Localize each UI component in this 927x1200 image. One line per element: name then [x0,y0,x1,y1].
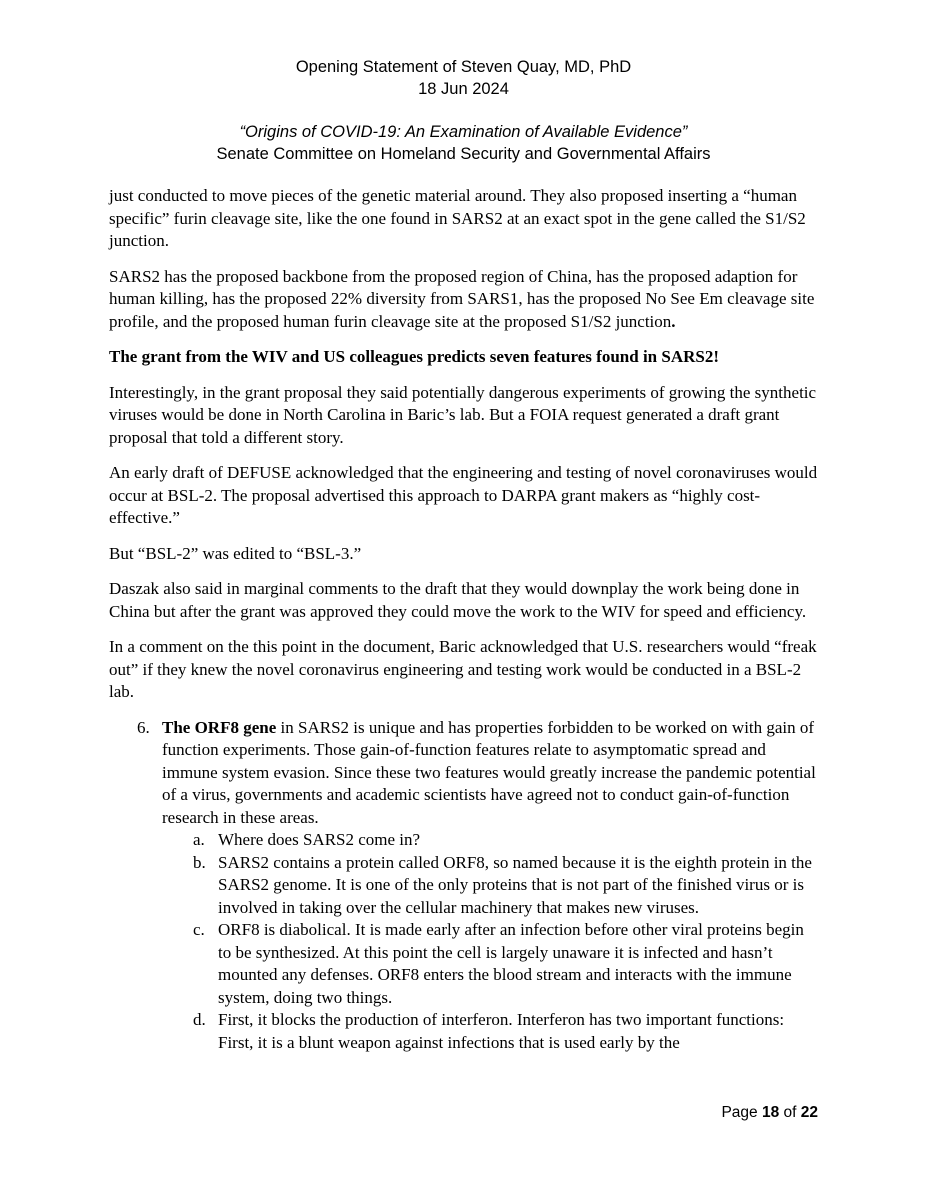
header-spacer [0,100,927,121]
committee-name: Senate Committee on Homeland Security and Governmental Affairs [216,145,711,163]
sub-list-item-d [193,1009,818,1054]
sub-list-item-b [193,852,818,920]
document-body [109,185,818,1054]
list-item-lead-bold: The ORF8 gene [162,717,277,737]
paragraph-6: But “BSL-2” was edited to “BSL-3.” [109,543,362,563]
document-header [0,0,927,165]
page-number-footer [721,1103,818,1123]
sub-list-text: Where does SARS2 come in? [218,830,421,849]
sub-list-marker: a. [193,830,205,849]
footer-of-label: of [779,1104,801,1121]
list-number: 6. [137,717,150,737]
paragraph-3-bold: The grant from the WIV and US colleagues predicts seven features found in SARS2! [109,347,719,366]
sub-list-item-a [193,829,818,852]
list-item-text [162,717,818,830]
paragraph-1: just conducted to move pieces of the genetic material around. They also proposed inserting a “human specific” furin cleavage site, like the one found in SARS2 at an exact spot in the gene called the S1/S2 junction. [109,186,806,250]
document-date: 18 Jun 2024 [418,80,509,98]
hearing-title: “Origins of COVID-19: An Examination of Available Evidence” [239,123,688,141]
document-title: Opening Statement of Steven Quay, MD, PhD [295,58,632,76]
sub-list-text: ORF8 is diabolical. It is made early after an infection before other viral proteins begin to be synthesized. At this point the cell is largely unaware it is infected and hasn’t mounted any defenses. ORF8 enters the blood stream and interacts with the immune system, doing two things. [218,920,804,1007]
sub-list-marker: c. [193,920,205,939]
numbered-list-item-6 [137,717,818,830]
sub-list-item-c [193,919,818,1009]
sub-list-text: SARS2 contains a protein called ORF8, so named because it is the eighth protein in the SARS2 genome. It is one of the only proteins that is not part of the finished virus or is involved in taking over the cellular machinery that makes new viruses. [218,852,812,917]
footer-total-pages: 22 [800,1104,818,1121]
sub-list-marker: d. [193,1010,206,1029]
paragraph-2 [109,266,818,334]
sub-list-text: First, it blocks the production of interferon. Interferon has two important functions: First, it is a blunt weapon against infections that is used early by the [218,1010,785,1052]
paragraph-7: Daszak also said in marginal comments to the draft that they would downplay the work being done in China but after the grant was approved they could move the work to the WIV for speed and efficiency. [109,579,807,621]
paragraph-5: An early draft of DEFUSE acknowledged that the engineering and testing of novel coronaviruses would occur at BSL-2. The proposal advertised this approach to DARPA grant makers as “highly cost-effective.” [109,463,818,527]
sub-list-marker: b. [193,852,206,872]
paragraph-4: Interestingly, in the grant proposal they said potentially dangerous experiments of growing the synthetic viruses would be done in North Carolina in Baric’s lab. But a FOIA request generated a draft grant proposal that told a different story. [109,382,817,447]
footer-page-number: 18 [761,1104,780,1121]
paragraph-8: In a comment on the this point in the document, Baric acknowledged that U.S. researchers would “freak out” if they knew the novel coronavirus engineering and testing work would be conducted in a BSL-2 lab. [109,637,817,701]
list-item-lead-rest: in SARS2 is unique and has properties forbidden to be worked on with gain of function experiments. Those gain-of-function features relate to asymptomatic spread and immune system evasion. Since these two features would greatly increase the pandemic potential of a virus, governments and academic scientists have agreed not to conduct gain-of-function research in these areas. [162,717,816,827]
paragraph-2-bold-period: . [671,311,676,331]
paragraph-2-text: SARS2 has the proposed backbone from the proposed region of China, has the proposed adaption for human killing, has the proposed 22% diversity from SARS1, has the proposed No See Em cleavage site profile, and the proposed human furin cleavage site at the proposed S1/S2 junction [109,266,815,331]
footer-page-label: Page [721,1104,762,1121]
